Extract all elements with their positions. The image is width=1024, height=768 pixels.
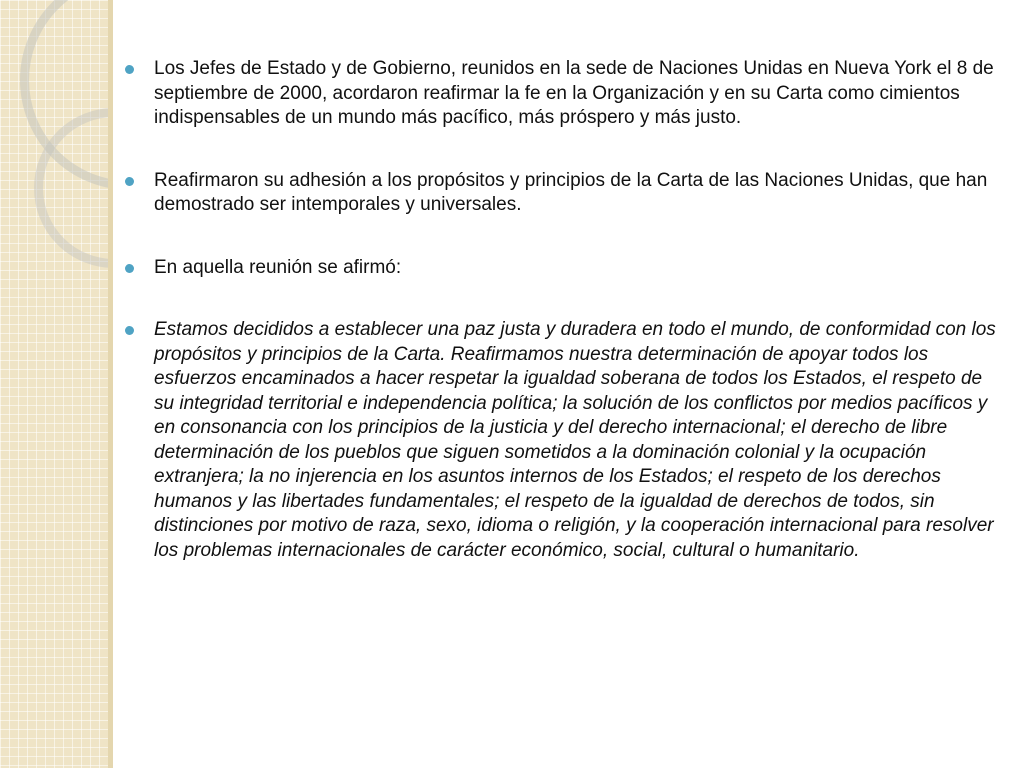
bullet-item-quote bbox=[125, 318, 1005, 563]
decorative-side-panel bbox=[0, 0, 113, 768]
bullet-item bbox=[125, 57, 1005, 131]
bullet-text-quote: Estamos decididos a establecer una paz justa y duradera en todo el mundo, de conformidad con los propósitos y principios de la Carta. Reafirmamos nuestra determinación de apoyar todos los esfuerzos encaminados a hacer respetar la igualdad soberana de todos los Estados, el respeto de su integridad territorial e independencia política; la solución de los conflictos por medios pacíficos y en consonancia con los principios de la justicia y del derecho internacional; el derecho de libre determinación de los pueblos que siguen sometidos a la dominación colonial y la ocupación extranjera; la no injerencia en los asuntos internos de los Estados; el respeto de los derechos humanos y las libertades fundamentales; el respeto de la igualdad de derechos de todos, sin distinciones por motivo de raza, sexo, idioma o religión, y la cooperación internacional para resolver los problemas internacionales de carácter económico, social, cultural o humanitario. bbox=[154, 319, 996, 561]
bullet-dot-icon bbox=[125, 177, 134, 186]
bullet-item bbox=[125, 256, 1005, 281]
side-panel-edge bbox=[108, 0, 113, 768]
bullet-text: En aquella reunión se afirmó: bbox=[154, 256, 402, 278]
bullet-text: Los Jefes de Estado y de Gobierno, reunidos en la sede de Naciones Unidas en Nueva York el 8 de septiembre de 2000, acordaron reafirmar la fe en la Organización y en su Carta como cimientos indispensables de un mundo más pacífico, más próspero y más justo. bbox=[154, 58, 994, 128]
bullet-dot-icon bbox=[125, 65, 134, 74]
bullet-item bbox=[125, 169, 1005, 218]
bullet-text: Reafirmaron su adhesión a los propósitos y principios de la Carta de las Naciones Unidas, que han demostrado ser intemporales y universales. bbox=[154, 169, 988, 215]
bullet-dot-icon bbox=[125, 264, 134, 273]
bullet-dot-icon bbox=[125, 326, 134, 335]
bullet-list bbox=[125, 57, 1005, 563]
slide-content bbox=[125, 57, 1005, 601]
